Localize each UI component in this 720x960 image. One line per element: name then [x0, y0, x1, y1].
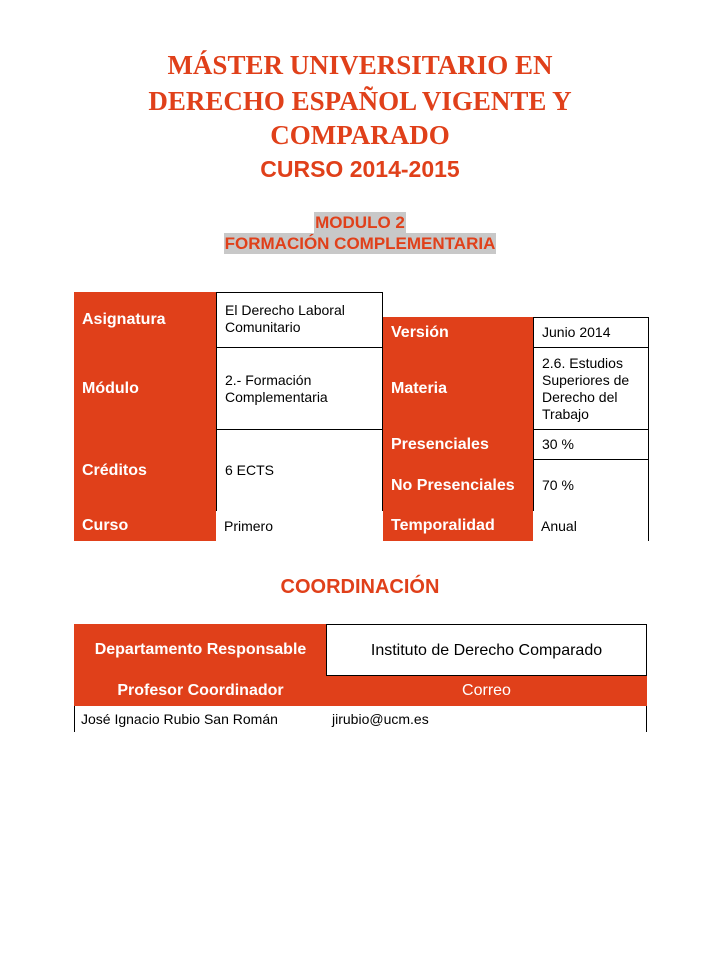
modulo-heading	[0, 212, 720, 254]
coordinacion-heading: COORDINACIÓN	[280, 576, 440, 598]
modulo-label: Módulo	[74, 347, 217, 430]
correo-label: Correo	[326, 676, 647, 706]
asignatura-value: El Derecho Laboral Comunitario	[216, 292, 383, 348]
profesor-label: Profesor Coordinador	[74, 676, 327, 706]
title-line-1: MÁSTER UNIVERSITARIO EN	[167, 50, 553, 80]
curso-label: Curso	[74, 511, 217, 541]
no-presenciales-value: 70 %	[533, 459, 649, 512]
modulo-number: MODULO 2	[315, 213, 405, 232]
temporalidad-label: Temporalidad	[383, 511, 534, 541]
departamento-label: Departamento Responsable	[74, 624, 327, 676]
creditos-value: 6 ECTS	[216, 429, 383, 512]
title-line-2: DERECHO ESPAÑOL VIGENTE Y	[148, 86, 572, 116]
version-label: Versión	[383, 317, 534, 348]
curso-value: Primero	[216, 511, 383, 541]
departamento-value: Instituto de Derecho Comparado	[326, 624, 647, 676]
presenciales-label: Presenciales	[383, 429, 534, 460]
modulo-name: FORMACIÓN COMPLEMENTARIA	[224, 234, 496, 253]
curso-heading: CURSO 2014-2015	[260, 156, 460, 182]
asignatura-label: Asignatura	[74, 292, 217, 348]
presenciales-value: 30 %	[533, 429, 649, 460]
no-presenciales-label: No Presenciales	[383, 459, 534, 512]
materia-label: Materia	[383, 347, 534, 430]
profesor-value: José Ignacio Rubio San Román	[74, 706, 327, 732]
version-value: Junio 2014	[533, 317, 649, 348]
correo-value: jirubio@ucm.es	[326, 706, 647, 732]
materia-value: 2.6. Estudios Superiores de Derecho del Trabajo	[533, 347, 649, 430]
temporalidad-value: Anual	[533, 511, 649, 541]
title-line-3: COMPARADO	[270, 120, 450, 150]
modulo-value: 2.- Formación Complementaria	[216, 347, 383, 430]
creditos-label: Créditos	[74, 429, 217, 512]
